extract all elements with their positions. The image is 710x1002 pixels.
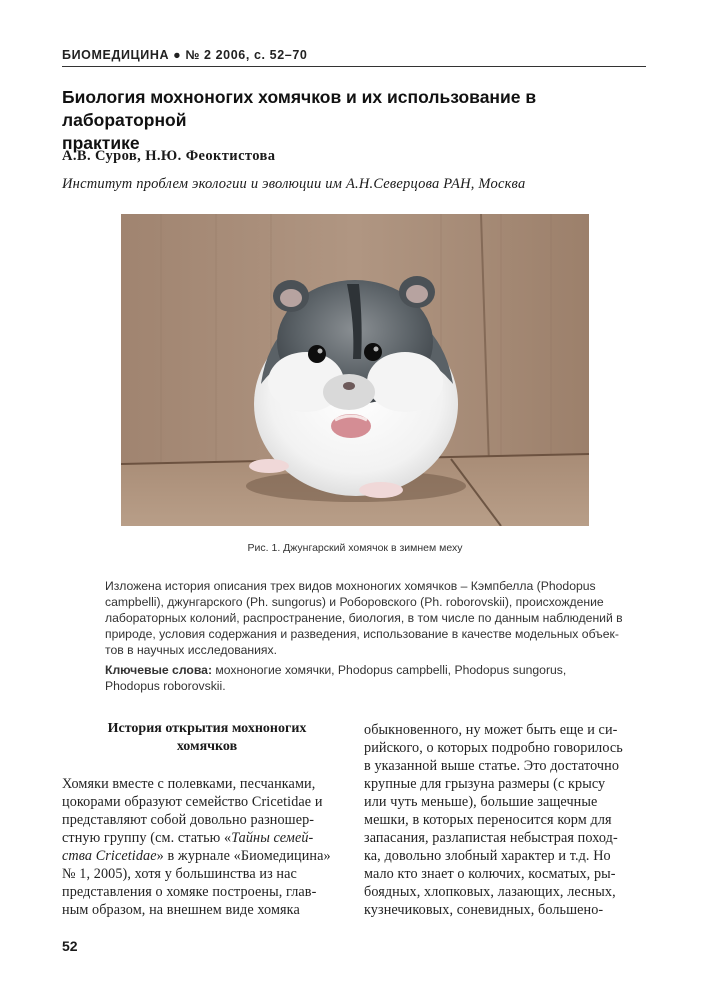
body-left-line-8: ным образом, на внешнем виде хомяка: [62, 902, 300, 918]
section-heading-line-1: История открытия мохноногих: [107, 721, 307, 736]
body-right-line-2: рийского, о которых подробно говорилось: [364, 740, 623, 756]
body-left-line-1: Хомяки вместе с полевками, песчанками,: [62, 776, 316, 792]
affiliation: Институт проблем экологии и эволюции им А.Н.Северцова РАН, Москва: [62, 176, 526, 192]
section-heading-line-2: хомячков: [176, 739, 238, 754]
body-right-line-3: в указанной выше статье. Это достаточно: [364, 758, 620, 774]
running-header: БИОМЕДИЦИНА ● № 2 2006, с. 52–70: [62, 48, 308, 62]
body-right-line-5: или чуть меньше), большие защечные: [364, 794, 598, 810]
keywords-line-1: [105, 663, 566, 677]
keywords-line-2: Phodopus roborovskii.: [105, 679, 226, 693]
body-left-line-5: [62, 847, 352, 865]
section-heading: [62, 720, 352, 756]
figure-caption: Рис. 1. Джунгарский хомячок в зимнем меху: [247, 542, 463, 554]
body-left-line-3: представляют собой довольно разношер-: [62, 812, 315, 828]
body-left-line-4: [62, 829, 352, 847]
authors: А.В. Суров, Н.Ю. Феоктистова: [62, 148, 276, 164]
abstract-line-2: campbelli), джунгарского (Ph. sungorus) и Роборовского (Ph. roborovskii), происхождение: [105, 595, 604, 609]
page-number: 52: [62, 938, 78, 954]
body-right-line-9: мало кто знает о колючих, косматых, ры-: [364, 866, 616, 882]
article-reference-title: Тайны семей-: [231, 830, 314, 846]
body-right-line-1: обыкновенного, ну может быть еще и си-: [364, 722, 618, 738]
keywords-text: мохноногие хомячки, Phodopus campbelli, Phodopus sungorus,: [212, 663, 567, 677]
hamster-photo: [121, 214, 589, 526]
hamster-photo-illustration: [121, 214, 589, 526]
body-left-line-5-text: » в журнале «Биомедицина»: [156, 848, 331, 864]
article-title-line-1: Биология мохноногих хомячков и их использование в лабораторной: [62, 87, 537, 130]
body-right-line-7: запасания, разлапистая небыстрая поход-: [364, 830, 618, 846]
body-left-line-7: представления о хомяке построены, глав-: [62, 884, 317, 900]
body-left-line-2: цокорами образуют семейство Cricetidae и: [62, 794, 323, 810]
abstract-line-4: природе, условия содержания и разведения, использование в качестве модельных объек-: [105, 627, 619, 641]
abstract-line-1: Изложена история описания трех видов мохноногих хомячков – Кэмпбелла (Phodopus: [105, 579, 596, 593]
body-right-line-10: боядных, хлопковых, лазающих, лесных,: [364, 884, 616, 900]
body-right-line-6: мешки, в которых переносится корм для: [364, 812, 612, 828]
body-left-line-4-text: стную группу (см. статью «: [62, 830, 232, 846]
abstract-line-3: лабораторных колоний, распространение, биология, в том числе по данным наблюдений в: [105, 611, 623, 625]
keywords-label: Ключевые слова:: [105, 663, 213, 677]
body-right-line-11: кузнечиковых, соневидных, большено-: [364, 902, 604, 918]
article-title-line-2: практике: [62, 133, 140, 153]
header-rule: [62, 66, 646, 67]
body-right-line-4: крупные для грызуна размеры (с крысу: [364, 776, 606, 792]
body-right-line-8: ка, довольно злобный характер и т.д. Но: [364, 848, 611, 864]
article-title: [62, 86, 652, 155]
article-reference-title-end: ства Cricetidae: [62, 848, 157, 864]
abstract-line-5: тов в научных исследованиях.: [105, 643, 277, 657]
body-left-line-6: № 1, 2005), хотя у большинства из нас: [62, 866, 297, 882]
